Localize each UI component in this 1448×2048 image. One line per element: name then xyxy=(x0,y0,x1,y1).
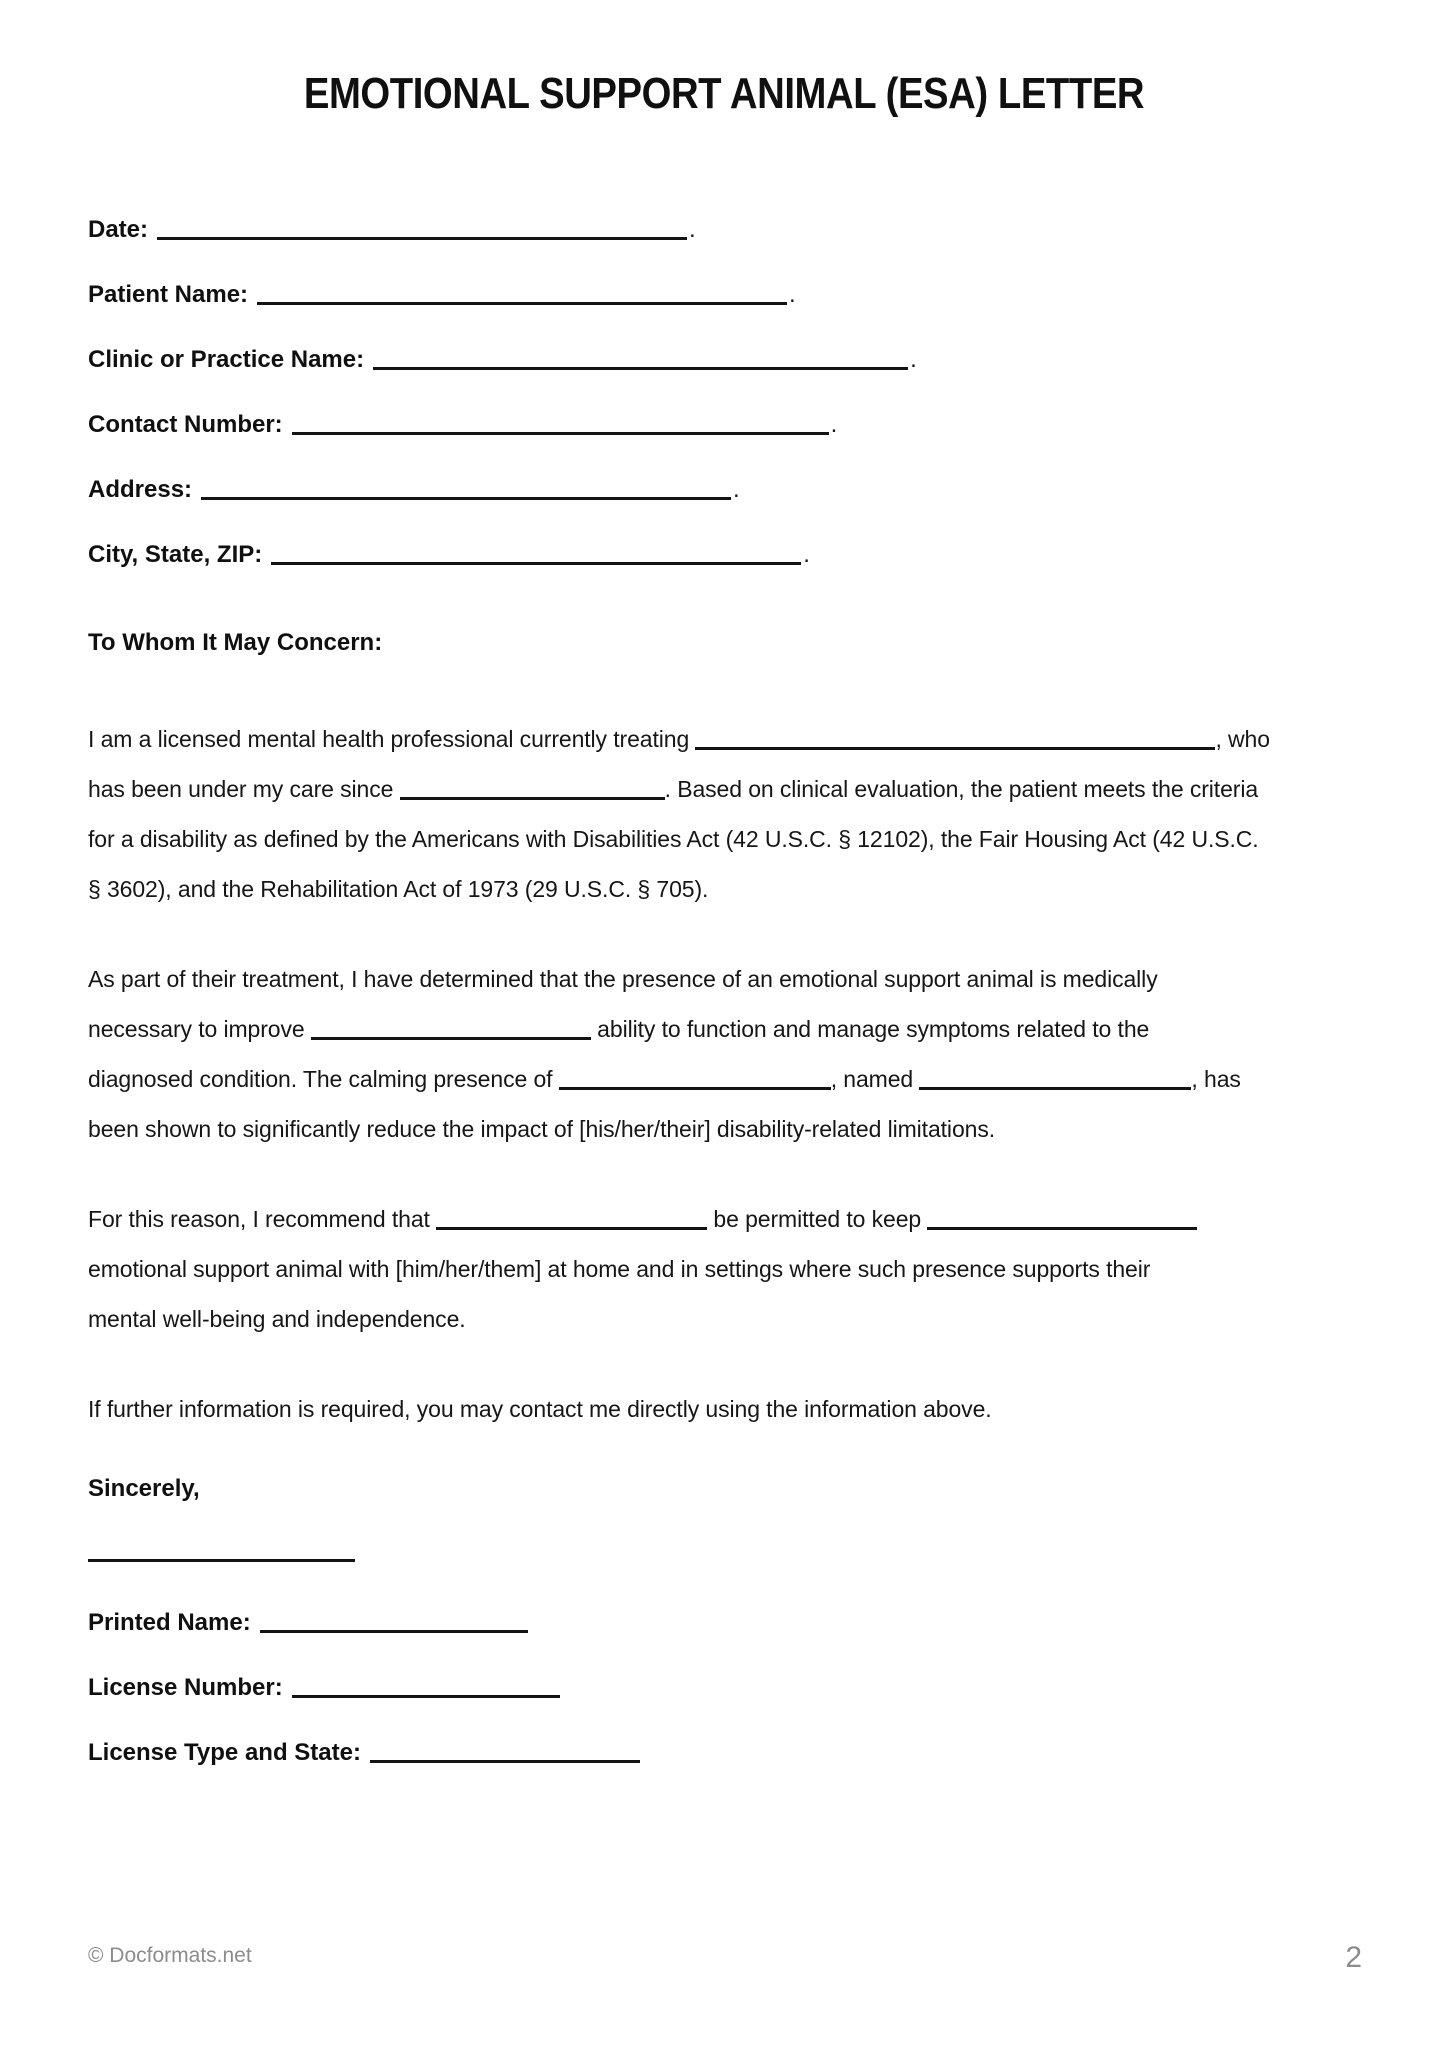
field-label: Printed Name: xyxy=(88,1609,251,1636)
signature-blank xyxy=(88,1559,355,1562)
fill-in-blank xyxy=(695,747,1215,750)
form-field-row xyxy=(88,1673,1360,1703)
body-paragraph xyxy=(88,1384,1360,1434)
fill-in-blank xyxy=(927,1227,1197,1230)
paragraph-line: for a disability as defined by the Americans with Disabilities Act (42 U.S.C. § 12102), the Fair Housing Act (42 U.S.C. xyxy=(88,826,1259,852)
form-field-row xyxy=(88,475,1360,505)
field-label: Patient Name: xyxy=(88,281,249,308)
paragraph-line: As part of their treatment, I have determined that the presence of an emotional support animal is medically xyxy=(88,966,1158,992)
form-field-row xyxy=(88,540,1360,570)
form-field-row xyxy=(88,410,1360,440)
fill-in-blank xyxy=(292,432,829,435)
paragraph-line: mental well-being and independence. xyxy=(88,1306,466,1332)
fill-in-blank xyxy=(559,1087,831,1090)
closing-fields-section xyxy=(88,1608,1360,1768)
field-label: Date: xyxy=(88,216,149,243)
field-suffix: . xyxy=(910,346,917,373)
fill-in-blank xyxy=(257,302,787,305)
footer-copyright: © Docformats.net xyxy=(88,1944,252,1967)
body-paragraph xyxy=(88,1194,1360,1344)
closing-word: Sincerely, xyxy=(88,1475,200,1502)
header-fields-section xyxy=(88,215,1360,570)
field-label: License Type and State: xyxy=(88,1739,361,1766)
fill-in-blank xyxy=(436,1227,707,1230)
field-suffix: . xyxy=(689,216,696,243)
fill-in-blank xyxy=(311,1037,591,1040)
field-label: Clinic or Practice Name: xyxy=(88,346,365,373)
form-field-row xyxy=(88,1608,1360,1638)
fill-in-blank xyxy=(157,237,687,240)
form-field-row xyxy=(88,215,1360,245)
paragraph-line: necessary to improve ability to function and manage symptoms related to the xyxy=(88,1016,1150,1042)
body-paragraph xyxy=(88,954,1360,1154)
paragraph-line: has been under my care since . Based on clinical evaluation, the patient meets the criteria xyxy=(88,776,1259,802)
paragraph-line: For this reason, I recommend that be permitted to keep xyxy=(88,1194,1360,1244)
fill-in-blank xyxy=(370,1760,640,1763)
fill-in-blank xyxy=(260,1630,528,1633)
fill-in-blank xyxy=(201,497,731,500)
document-content xyxy=(0,70,1448,1768)
fill-in-blank xyxy=(292,1695,560,1698)
body-paragraph xyxy=(88,714,1360,914)
fill-in-blank xyxy=(400,797,665,800)
field-label: License Number: xyxy=(88,1674,283,1701)
field-suffix: . xyxy=(830,411,838,438)
paragraph-line: If further information is required, you may contact me directly using the information above. xyxy=(88,1396,992,1422)
body-paragraphs xyxy=(88,714,1360,1434)
fill-in-blank xyxy=(271,562,801,565)
page-title: EMOTIONAL SUPPORT ANIMAL (ESA) LETTER xyxy=(303,69,1145,118)
form-field-row xyxy=(88,345,1360,375)
paragraph-line: diagnosed condition. The calming presence of , named , has xyxy=(88,1066,1241,1092)
fill-in-blank xyxy=(373,367,908,370)
field-suffix: . xyxy=(733,476,740,503)
field-label: Address: xyxy=(88,476,193,503)
form-field-row xyxy=(88,1738,1360,1768)
field-suffix: . xyxy=(803,541,810,568)
field-label: Contact Number: xyxy=(88,411,283,438)
field-suffix: . xyxy=(789,281,796,308)
salutation: To Whom It May Concern: xyxy=(88,629,383,656)
signature-line xyxy=(88,1544,1360,1566)
paragraph-line: been shown to significantly reduce the impact of [his/her/their] disability-related limitations. xyxy=(88,1116,996,1142)
page-number: 2 xyxy=(1345,1941,1362,1974)
field-label: City, State, ZIP: xyxy=(88,541,263,568)
paragraph-line: emotional support animal with [him/her/them] at home and in settings where such presence supports their xyxy=(88,1256,1151,1282)
fill-in-blank xyxy=(919,1087,1191,1090)
form-field-row xyxy=(88,280,1360,310)
paragraph-line: I am a licensed mental health professional currently treating , who xyxy=(88,726,1270,752)
paragraph-line: § 3602), and the Rehabilitation Act of 1973 (29 U.S.C. § 705). xyxy=(88,876,709,902)
page-footer xyxy=(88,1943,1362,1973)
